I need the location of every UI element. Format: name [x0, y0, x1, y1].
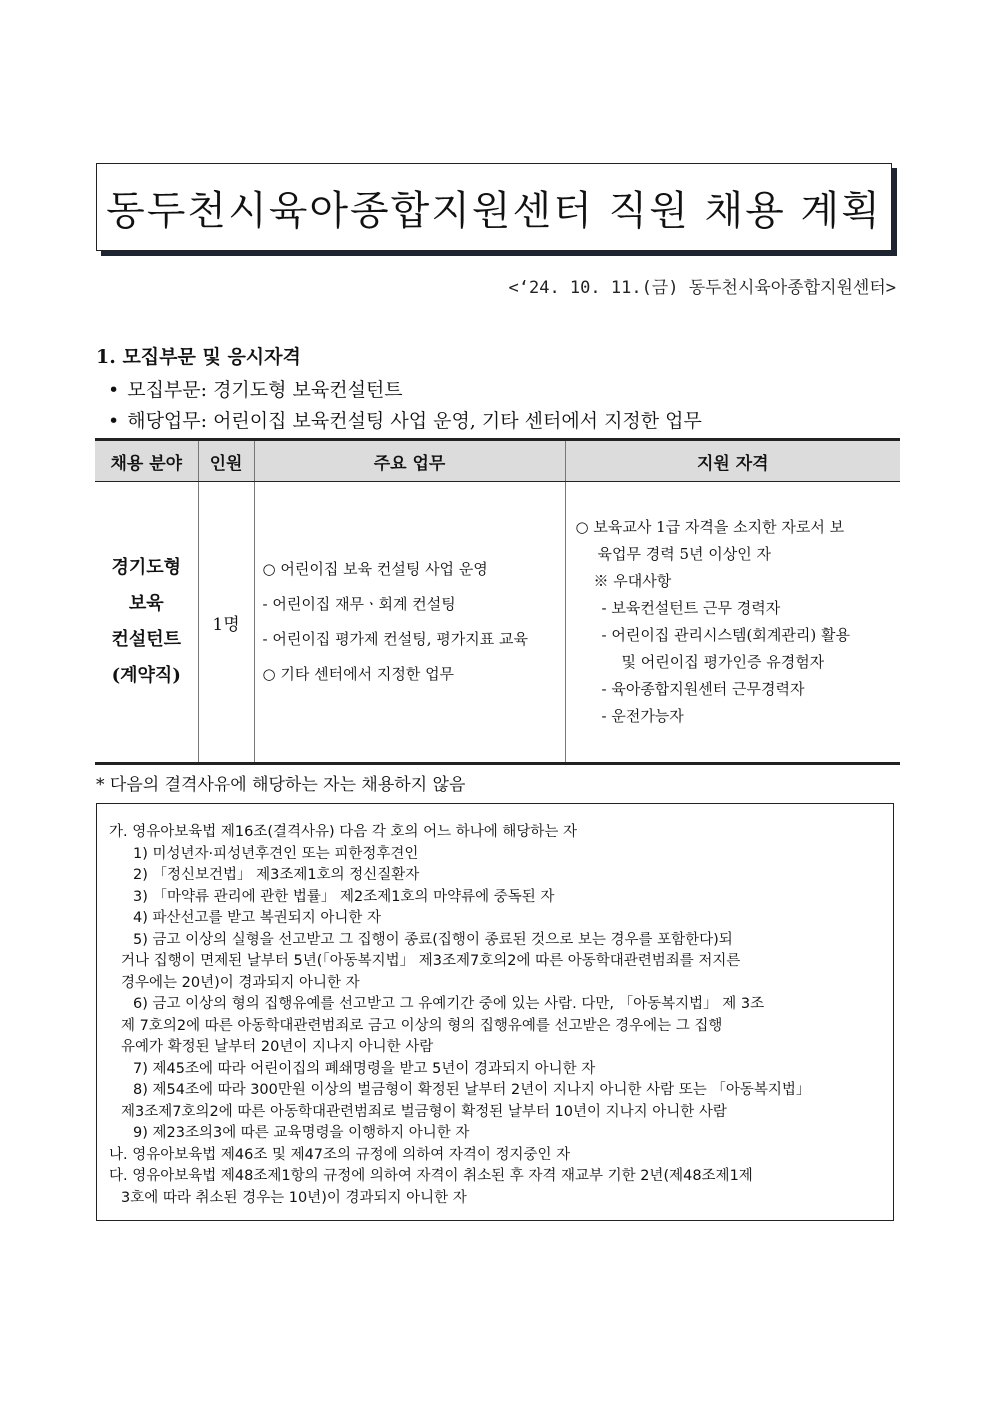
disq-line: 가. 영유아보육법 제16조(결격사유) 다음 각 호의 어느 하나에 해당하는 자	[109, 824, 578, 840]
header-count: 인원	[198, 440, 254, 482]
bullet-recruit-field	[108, 375, 403, 402]
preference-item: - 운전가능자	[601, 707, 684, 725]
duty-item: ○ 어린이집 보육 컨설팅 사업 운영	[262, 560, 488, 578]
disq-line: 거나 집행이 면제된 날부터 5년(「아동복지법」 제3조제7호의2에 따른 아동학대관련범죄를 저지른	[121, 953, 741, 969]
duty-item: ○ 기타 센터에서 지정한 업무	[262, 665, 455, 683]
disqualification-note: * 다음의 결격사유에 해당하는 자는 채용하지 않음	[96, 775, 466, 795]
bullet-duties	[108, 406, 702, 433]
header-field: 채용 분야	[95, 440, 198, 482]
preference-item: - 보육컨설턴트 근무 경력자	[601, 599, 781, 617]
disqualification-box	[96, 803, 894, 1221]
header-qualifications: 지원 자격	[565, 440, 900, 482]
section-heading: 1. 모집부문 및 응시자격	[96, 346, 301, 368]
disq-line: 4) 파산선고를 받고 복권되지 아니한 자	[133, 910, 382, 926]
preference-item: 및 어린이집 평가인증 유경험자	[621, 653, 825, 671]
duties-cell	[254, 482, 565, 764]
page-title: 동두천시육아종합지원센터 직원 채용 계획	[106, 187, 882, 234]
bullet-text: 해당업무: 어린이집 보육컨설팅 사업 운영, 기타 센터에서 지정한 업무	[127, 410, 702, 432]
disq-line: 경우에는 20년)이 경과되지 아니한 자	[121, 974, 360, 991]
disq-line: 1) 미성년자·피성년후견인 또는 피한정후견인	[133, 845, 419, 862]
title-box	[96, 163, 892, 251]
disq-line: 7) 제45조에 따라 어린이집의 폐쇄명령을 받고 5년이 경과되지 아니한 자	[133, 1060, 596, 1077]
disq-line: 다. 영유아보육법 제48조제1항의 규정에 의하여 자격이 취소된 후 자격 재교부 기한 2년(제48조제1제	[109, 1168, 753, 1184]
disq-line: 9) 제23조의3에 따른 교육명령을 이행하지 아니한 자	[133, 1125, 470, 1141]
field-line: 경기도형	[111, 557, 182, 578]
disq-line: 제 7호의2에 따른 아동학대관련범죄로 금고 이상의 형의 집행유예를 선고받은 경우에는 그 집행	[121, 1017, 723, 1034]
qual-main-line: ○ 보육교사 1급 자격을 소지한 자로서 보	[575, 518, 845, 536]
field-line: 보육	[128, 593, 164, 614]
bullet-icon: •	[108, 379, 120, 401]
table-row	[95, 482, 900, 764]
disq-line: 8) 제54조에 따라 300만원 이상의 벌금형이 확정된 날부터 2년이 지나지 아니한 사람 또는 「아동복지법」	[133, 1082, 811, 1098]
count-cell: 1명	[198, 482, 254, 764]
table-header-row	[95, 440, 900, 482]
qual-main-line: 육업무 경력 5년 이상인 자	[597, 545, 772, 563]
disq-line: 유예가 확정된 날부터 20년이 지나지 아니한 사람	[121, 1039, 434, 1055]
duty-item: - 어린이집 평가제 컨설팅, 평가지표 교육	[262, 630, 529, 648]
disq-line: 6) 금고 이상의 형의 집행유예를 선고받고 그 유예기간 중에 있는 사람. 다만, 「아동복지법」 제 3조	[133, 996, 765, 1012]
duty-item: - 어린이집 재무ㆍ회계 컨설팅	[262, 595, 456, 613]
field-cell	[95, 482, 198, 764]
disq-line: 제3조제7호의2에 따른 아동학대관련범죄로 벌금형이 확정된 날부터 10년이 지나지 아니한 사람	[121, 1103, 727, 1120]
preference-item: - 어린이집 관리시스템(회계관리) 활용	[601, 626, 850, 644]
disq-line: 2) 「정신보건법」 제3조제1호의 정신질환자	[133, 867, 420, 883]
disq-line: 나. 영유아보육법 제46조 및 제47조의 규정에 의하여 자격이 정지중인 자	[109, 1146, 571, 1163]
bullet-text: 모집부문: 경기도형 보육컨설턴트	[127, 379, 403, 401]
qualifications-cell	[565, 482, 900, 764]
bullet-icon: •	[108, 410, 120, 432]
preference-item: - 육아종합지원센터 근무경력자	[601, 680, 805, 698]
field-line: 컨설턴트	[111, 629, 182, 650]
disq-line: 3호에 따라 취소된 경우는 10년)이 경과되지 아니한 자	[121, 1189, 467, 1206]
date-line: <‘24. 10. 11.(금) 동두천시육아종합지원센터>	[508, 278, 896, 298]
preference-heading: ※ 우대사항	[593, 572, 672, 590]
field-line: (계약직)	[111, 665, 181, 686]
header-duties: 주요 업무	[254, 440, 565, 482]
disq-line: 5) 금고 이상의 실형을 선고받고 그 집행이 종료(집행이 종료된 것으로 보는 경우를 포함한다)되	[133, 931, 733, 948]
disq-line: 3) 「마약류 관리에 관한 법률」 제2조제1호의 마약류에 중독된 자	[133, 888, 555, 905]
recruitment-table	[95, 438, 900, 765]
